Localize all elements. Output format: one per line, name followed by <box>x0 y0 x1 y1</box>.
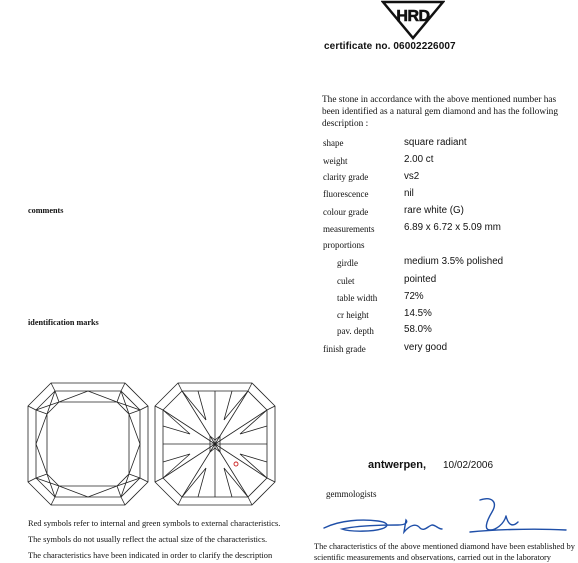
finish-grade-label: finish grade <box>323 344 366 354</box>
signature-1 <box>324 520 442 532</box>
prop-label-colour: colour grade <box>323 207 369 217</box>
prop-value-culet: pointed <box>404 274 437 285</box>
prop-label-pav-depth: pav. depth <box>337 326 374 336</box>
inclusion-mark <box>234 462 238 466</box>
gemmologist-signatures <box>320 492 570 540</box>
comments-label: comments <box>28 206 64 215</box>
prop-value-table-width: 72% <box>404 291 424 302</box>
intro-text: The stone in accordance with the above mentioned number has been identified as a natural gem diamond and has the following description : <box>322 95 558 129</box>
prop-value-cr-height: 14.5% <box>404 308 432 319</box>
prop-label-measurements: measurements <box>323 224 375 234</box>
prop-label-cr-height: cr height <box>337 310 369 320</box>
identification-marks-label: identification marks <box>28 318 99 327</box>
prop-label-culet: culet <box>337 276 355 286</box>
prop-value-shape: square radiant <box>404 137 467 148</box>
note-2: The symbols do not usually reflect the actual size of the characteristics. <box>28 535 268 544</box>
crown-view-diagram <box>28 383 148 505</box>
prop-label-girdle: girdle <box>337 258 358 268</box>
prop-value-girdle: medium 3.5% polished <box>404 256 504 267</box>
proportions-heading: proportions <box>323 240 365 250</box>
prop-value-fluorescence: nil <box>404 188 414 199</box>
gemmologists-label: gemmologists <box>326 489 377 499</box>
note-3: The characteristics have been indicated in order to clarify the description <box>28 551 273 560</box>
prop-label-clarity: clarity grade <box>323 172 369 182</box>
issue-city: antwerpen, <box>368 459 427 471</box>
prop-value-weight: 2.00 ct <box>404 154 434 165</box>
certificate-number: certificate no. 06002226007 <box>324 41 456 52</box>
prop-value-colour: rare white (G) <box>404 205 464 216</box>
prop-value-pav-depth: 58.0% <box>404 324 432 335</box>
footer-disclaimer: The characteristics of the above mentioned diamond have been established by scientific measurements and observations, carried out in the laboratory <box>314 542 575 562</box>
prop-label-shape: shape <box>323 138 344 148</box>
prop-label-fluorescence: fluorescence <box>323 189 369 199</box>
issue-date: 10/02/2006 <box>443 460 494 471</box>
prop-label-table-width: table width <box>337 293 378 303</box>
note-1: Red symbols refer to internal and green symbols to external characteristics. <box>28 519 281 528</box>
logo-text: HRD <box>396 8 430 25</box>
signature-2 <box>470 499 566 532</box>
hrd-logo <box>381 0 445 40</box>
diamond-plot-diagrams <box>25 380 277 508</box>
finish-grade-value: very good <box>404 342 448 353</box>
prop-value-measurements: 6.89 x 6.72 x 5.09 mm <box>404 222 501 233</box>
pavilion-view-diagram <box>155 383 275 505</box>
prop-label-weight: weight <box>323 156 348 166</box>
prop-value-clarity: vs2 <box>404 171 420 182</box>
